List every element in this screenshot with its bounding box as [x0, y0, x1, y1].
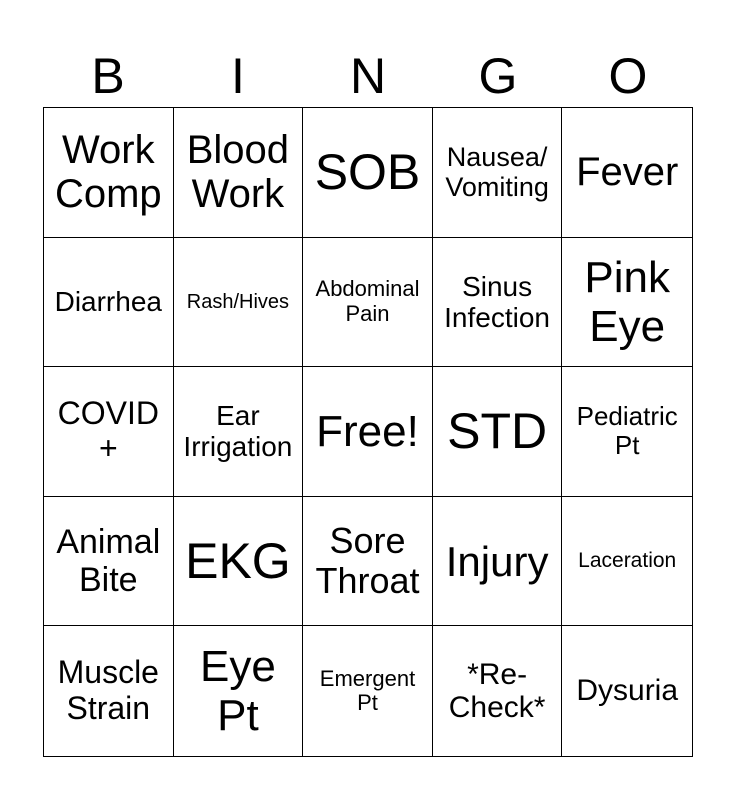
bingo-cell[interactable]: Eye Pt — [174, 626, 304, 756]
bingo-grid — [43, 107, 693, 757]
bingo-cell[interactable]: Laceration — [562, 497, 692, 627]
bingo-cell[interactable]: Dysuria — [576, 674, 679, 708]
bingo-cell[interactable]: SOB — [303, 108, 433, 238]
bingo-cell[interactable]: Animal Bite — [44, 497, 174, 627]
bingo-cell[interactable]: Diarrhea — [44, 238, 174, 368]
header-letter-g: G — [478, 48, 518, 104]
bingo-cell[interactable]: Blood Work — [174, 108, 304, 238]
bingo-cell[interactable]: Fever — [562, 108, 692, 238]
header-letter-n: N — [349, 48, 387, 104]
header-letter-i: I — [231, 48, 245, 104]
bingo-cell[interactable]: Sinus Infection — [433, 238, 563, 368]
bingo-cell[interactable]: COVID + — [44, 367, 174, 497]
bingo-cell[interactable]: Emergent Pt — [303, 626, 433, 756]
bingo-cell[interactable]: Injury — [433, 497, 563, 627]
header-letter-b: B — [91, 48, 125, 104]
bingo-cell[interactable]: Rash/Hives — [174, 238, 304, 368]
bingo-cell[interactable]: Sore Throat — [303, 497, 433, 627]
bingo-cell[interactable]: Muscle Strain — [44, 626, 174, 756]
free-space-cell[interactable]: Free! — [303, 367, 433, 497]
header-letter-o: O — [608, 48, 648, 104]
bingo-cell[interactable]: STD — [433, 367, 563, 497]
bingo-cell[interactable]: Pediatric Pt — [562, 367, 692, 497]
bingo-cell[interactable]: *Re- Check* — [433, 626, 563, 756]
bingo-cell[interactable]: EKG — [174, 497, 304, 627]
bingo-header — [43, 44, 693, 108]
bingo-cell[interactable]: Ear Irrigation — [174, 367, 304, 497]
bingo-cell[interactable]: Pink Eye — [562, 238, 692, 368]
bingo-cell[interactable]: Nausea/ Vomiting — [433, 108, 563, 238]
bingo-cell[interactable]: Abdominal Pain — [303, 238, 433, 368]
bingo-cell[interactable]: Work Comp — [44, 108, 174, 238]
